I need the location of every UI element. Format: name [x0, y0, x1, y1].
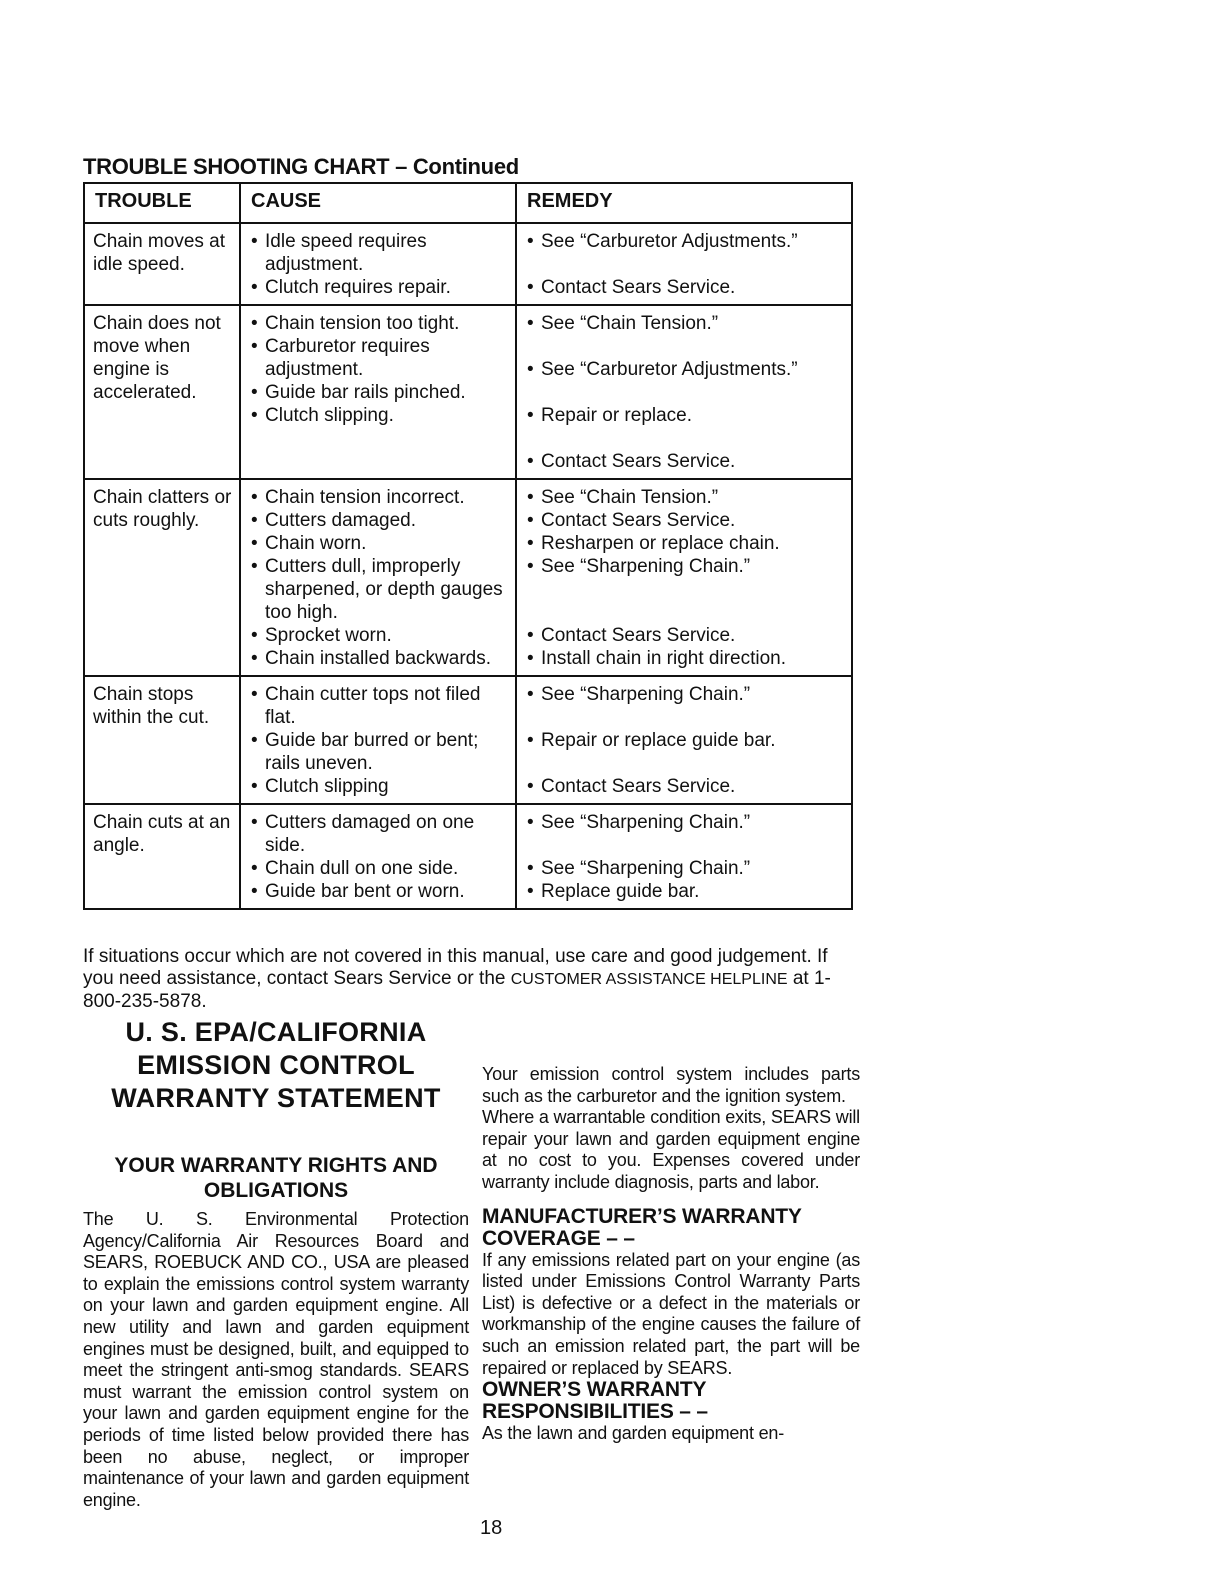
remedy-item: • See “Sharpening Chain.” [525, 683, 845, 706]
trouble-cell: Chain stops within the cut. [84, 676, 240, 804]
warranty-repair: Where a warrantable condition exits, SEARS will repair your lawn and garden equipment engine at no cost to you. Expenses covered under warranty include diagnosis, parts and labor. [482, 1107, 860, 1192]
trouble-cell: Chain moves at idle speed. [84, 223, 240, 305]
table-row [84, 804, 852, 909]
cause-item: • Carburetor requires adjustment. [249, 335, 509, 381]
rights-heading: YOUR WARRANTY RIGHTS AND OBLIGATIONS [114, 1154, 438, 1202]
remedy-item: • See “Sharpening Chain.” [525, 811, 845, 834]
warranty-title-line: U. S. EPA/CALIFORNIA [125, 1017, 427, 1047]
cause-item: • Chain cutter tops not filed flat. [249, 683, 509, 729]
remedy-item: • Repair or replace. [525, 404, 845, 427]
owner-responsibilities-heading: OWNER’S WARRANTY RESPONSIBILITIES – – [482, 1378, 708, 1424]
cause-item: • Cutters damaged on one side. [249, 811, 509, 857]
remedy-item: • Repair or replace guide bar. [525, 729, 845, 752]
remedy-item: • See “Carburetor Adjustments.” [525, 358, 845, 381]
cause-item: • Guide bar rails pinched. [249, 381, 509, 404]
remedy-item: • See “Chain Tension.” [525, 486, 845, 509]
table-row [84, 479, 852, 676]
manufacturer-warranty-text: If any emissions related part on your engine (as listed under Emissions Control Warranty Parts List) is defective or a defect in the materials or workmanship of the engine causes the failure of such an emission related part, the part will be repaired or replaced by SEARS. [482, 1249, 860, 1378]
cause-item: • Sprocket worn. [249, 624, 509, 647]
cause-item: • Guide bar bent or worn. [249, 880, 509, 903]
header-cause: CAUSE [240, 183, 516, 223]
warranty-title-line: EMISSION CONTROL [137, 1050, 415, 1080]
cause-item: • Clutch requires repair. [249, 276, 509, 299]
cause-cell [240, 676, 516, 804]
remedy-cell [516, 804, 852, 909]
trouble-cell: Chain cuts at an angle. [84, 804, 240, 909]
cause-cell [240, 479, 516, 676]
cause-cell [240, 804, 516, 909]
remedy-item: • Contact Sears Service. [525, 276, 845, 299]
table-row [84, 223, 852, 305]
remedy-cell [516, 479, 852, 676]
cause-item: • Chain tension incorrect. [249, 486, 509, 509]
remedy-cell [516, 305, 852, 479]
cause-item: • Clutch slipping [249, 775, 509, 798]
remedy-item: • See “Chain Tension.” [525, 312, 845, 335]
cause-item: • Idle speed requires adjustment. [249, 230, 509, 276]
remedy-item: • Resharpen or replace chain. [525, 532, 845, 555]
table-header-row [84, 183, 852, 223]
header-remedy: REMEDY [516, 183, 852, 223]
remedy-item: • See “Sharpening Chain.” [525, 555, 845, 578]
cause-item: • Chain dull on one side. [249, 857, 509, 880]
remedy-item: • See “Carburetor Adjustments.” [525, 230, 845, 253]
warranty-left-column [83, 1016, 469, 1511]
assistance-note [83, 946, 853, 1013]
table-row [84, 305, 852, 479]
cause-item: • Guide bar burred or bent; rails uneven. [249, 729, 509, 775]
cause-item: • Chain worn. [249, 532, 509, 555]
remedy-cell [516, 676, 852, 804]
chart-title: TROUBLE SHOOTING CHART – Continued [83, 154, 519, 179]
cause-item: • Chain tension too tight. [249, 312, 509, 335]
manufacturer-warranty-heading: MANUFACTURER’S WARRANTY COVERAGE – – [482, 1204, 802, 1250]
helpline-phone: 1-800-235-5878. [83, 968, 831, 1012]
note-at: at [787, 968, 814, 989]
helpline-label: CUSTOMER ASSISTANCE HELPLINE [510, 971, 788, 988]
warranty-title-line: WARRANTY STATEMENT [111, 1083, 441, 1113]
remedy-item: • Contact Sears Service. [525, 450, 845, 473]
cause-item: • Clutch slipping. [249, 404, 509, 427]
remedy-cell [516, 223, 852, 305]
warranty-title [83, 1016, 469, 1115]
trouble-cell: Chain does not move when engine is accelerated. [84, 305, 240, 479]
cause-cell [240, 223, 516, 305]
page-number: 18 [480, 1517, 503, 1539]
remedy-item: • Replace guide bar. [525, 880, 845, 903]
cause-item: • Cutters damaged. [249, 509, 509, 532]
remedy-item: • See “Sharpening Chain.” [525, 857, 845, 880]
warranty-intro: The U. S. Environmental Protection Agency/California Air Resources Board and SEARS, ROEBUCK AND CO., USA are pleased to explain the emissions control system warranty on your lawn and garden equipment engine. All new utility and lawn and garden equipment engines must be designed, built, and equipped to meet the stringent anti-smog standards. SEARS must warrant the emission control system on your lawn and garden equipment engine for the periods of time listed below provided there has been no abuse, neglect, or improper maintenance of your lawn and garden equipment engine. [83, 1209, 469, 1510]
troubleshooting-table [83, 182, 853, 910]
cause-item: • Cutters dull, improperly sharpened, or depth gauges too high. [249, 555, 509, 624]
remedy-item: • Install chain in right direction. [525, 647, 845, 670]
remedy-item: • Contact Sears Service. [525, 624, 845, 647]
note-text: If situations occur which are not covered in this manual, use care and good judgement. If you need assistance, contact Sears Service or the [83, 946, 828, 989]
warranty-right-column [482, 1018, 860, 1445]
remedy-item: • Contact Sears Service. [525, 509, 845, 532]
cause-item: • Chain installed backwards. [249, 647, 509, 670]
trouble-cell: Chain clatters or cuts roughly. [84, 479, 240, 676]
header-trouble: TROUBLE [84, 183, 240, 223]
warranty-parts: Your emission control system includes parts such as the carburetor and the ignition system. [482, 1064, 860, 1106]
remedy-item: • Contact Sears Service. [525, 775, 845, 798]
owner-responsibilities-text: As the lawn and garden equipment en- [482, 1423, 785, 1444]
table-row [84, 676, 852, 804]
cause-cell [240, 305, 516, 479]
